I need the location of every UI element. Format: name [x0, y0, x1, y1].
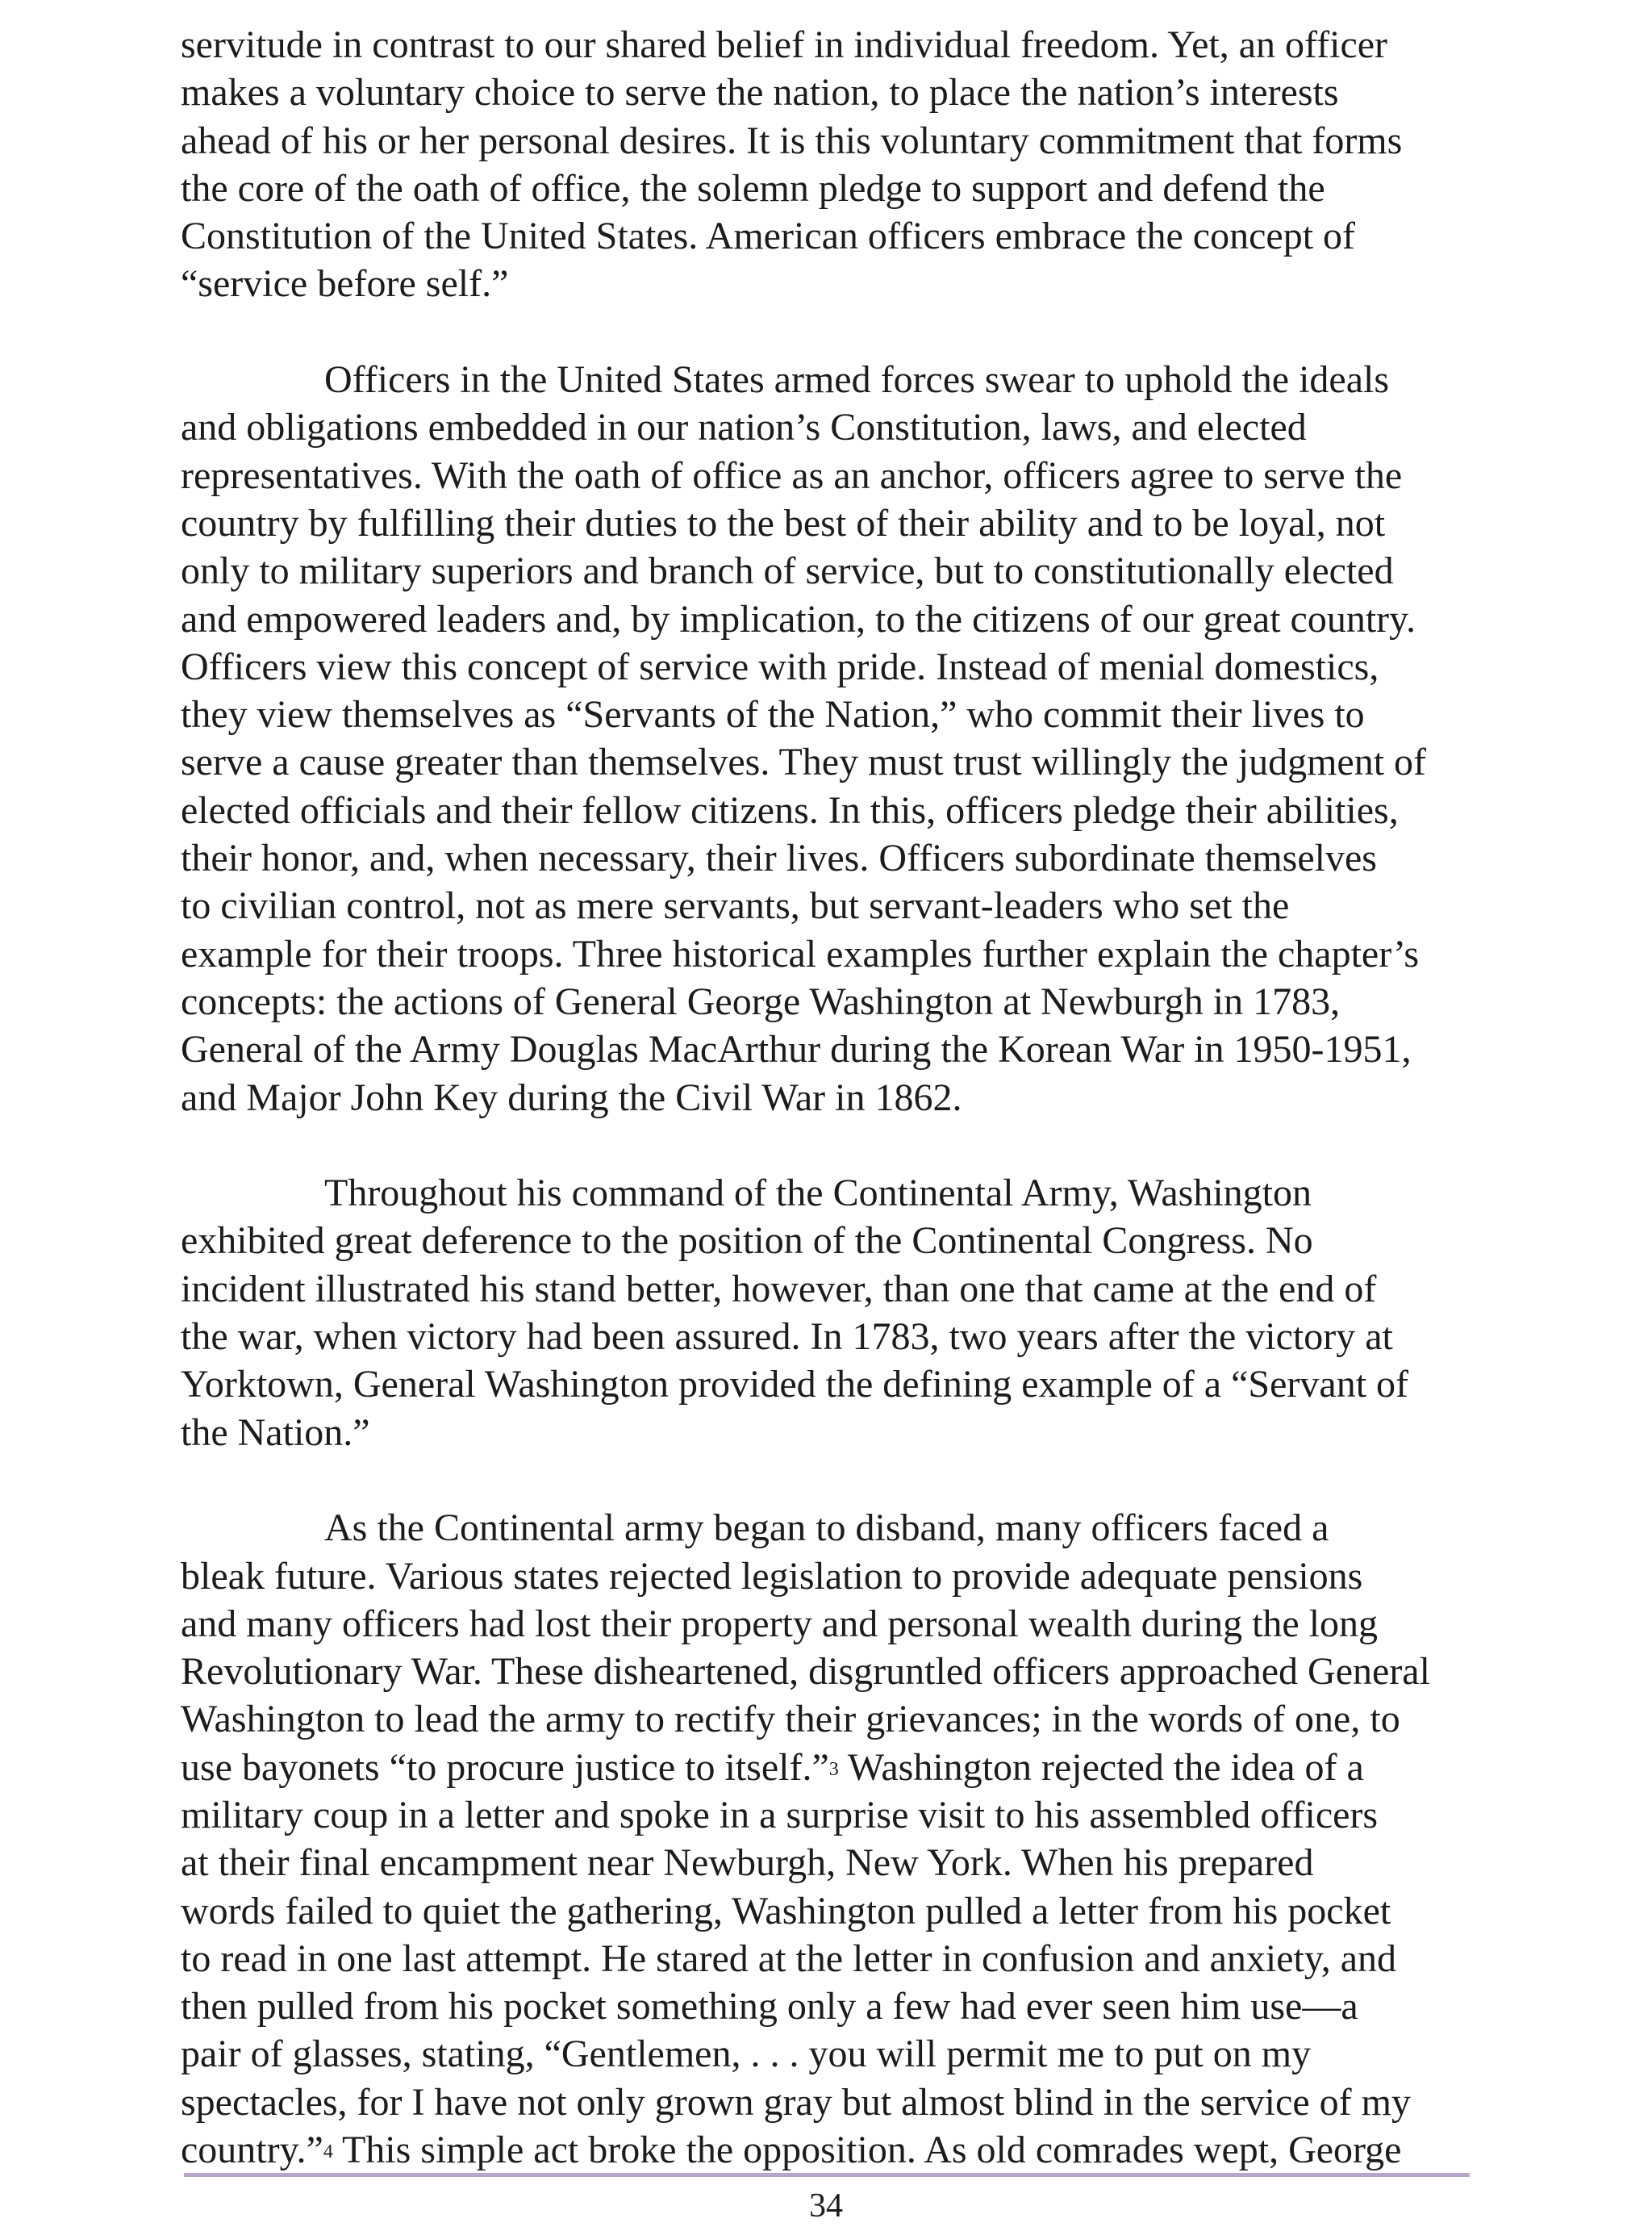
text-line: and Major John Key during the Civil War in 1862.: [181, 1076, 962, 1119]
text-line: [181, 1744, 1504, 1791]
text-line: “service before self.”: [181, 262, 509, 306]
text-line: spectacles, for I have not only grown gray but almost blind in the service of my: [181, 2080, 1411, 2124]
text-line: representatives. With the oath of office as an anchor, officers agree to serve the: [181, 453, 1403, 497]
text-line: makes a voluntary choice to serve the nation, to place the nation’s interests: [181, 71, 1339, 115]
text-line: Constitution of the United States. American officers embrace the concept of: [181, 215, 1356, 258]
text-line: and obligations embedded in our nation’s Constitution, laws, and elected: [181, 406, 1307, 449]
text-line: only to military superiors and branch of service, but to constitutionally elected: [181, 549, 1394, 593]
text-line: bleak future. Various states rejected legislation to provide adequate pensions: [181, 1554, 1363, 1598]
text-line: ahead of his or her personal desires. It is this voluntary commitment that forms: [181, 119, 1403, 162]
text-line: the core of the oath of office, the solemn pledge to support and defend the: [181, 166, 1325, 210]
paragraph: [181, 1504, 1504, 2174]
text-line: Yorktown, General Washington provided the defining example of a “Servant of: [181, 1363, 1409, 1406]
text-line: country by fulfilling their duties to the best of their ability and to be loyal, not: [181, 501, 1386, 545]
text-segment: Washington rejected the idea of a: [838, 1745, 1364, 1789]
text-line: words failed to quiet the gathering, Washington pulled a letter from his pocket: [181, 1889, 1391, 1932]
text-line: Revolutionary War. These disheartened, disgruntled officers approached General: [181, 1650, 1430, 1694]
text-line: the Nation.”: [181, 1410, 370, 1454]
text-segment: This simple act broke the opposition. As old comrades wept, George: [332, 2129, 1402, 2172]
text-line: pair of glasses, stating, “Gentlemen, . . . you will permit me to put on my: [181, 2033, 1312, 2076]
text-line: military coup in a letter and spoke in a surprise visit to his assembled officers: [181, 1793, 1379, 1836]
text-line: serve a cause greater than themselves. They must trust willingly the judgment of: [181, 741, 1427, 784]
text-line: at their final encampment near Newburgh, New York. When his prepared: [181, 1841, 1314, 1885]
text-line: to civilian control, not as mere servants, but servant-leaders who set the: [181, 884, 1290, 928]
text-line: example for their troops. Three historical examples further explain the chapter’s: [181, 932, 1419, 976]
body-text: [181, 21, 1504, 2174]
text-line: exhibited great deference to the position of the Continental Congress. No: [181, 1219, 1313, 1263]
text-line: Throughout his command of the Continental Army, Washington: [324, 1172, 1312, 1215]
text-line: servitude in contrast to our shared belief in individual freedom. Yet, an officer: [181, 23, 1388, 66]
text-line: and empowered leaders and, by implication, to the citizens of our great country.: [181, 597, 1416, 641]
footer-rule: [184, 2173, 1470, 2177]
paragraph: [181, 356, 1504, 1122]
text-line: their honor, and, when necessary, their lives. Officers subordinate themselves: [181, 837, 1377, 880]
page-number: 34: [809, 2187, 843, 2225]
text-segment: use bayonets “to procure justice to itself.”: [181, 1745, 829, 1789]
paragraph: [181, 21, 1504, 308]
text-line: they view themselves as “Servants of the Nation,” who commit their lives to: [181, 693, 1365, 737]
text-line: and many officers had lost their property and personal wealth during the long: [181, 1602, 1379, 1645]
text-segment: country.”: [181, 2129, 323, 2172]
text-line: then pulled from his pocket something only a few had ever seen him use—a: [181, 1985, 1358, 2028]
text-line: Officers view this concept of service with pride. Instead of menial domestics,: [181, 645, 1379, 688]
text-line: Washington to lead the army to rectify their grievances; in the words of one, to: [181, 1698, 1400, 1741]
text-line: the war, when victory had been assured. In 1783, two years after the victory at: [181, 1315, 1393, 1359]
footnote-marker: 4: [323, 2141, 333, 2163]
text-line: incident illustrated his stand better, however, than one that came at the end of: [181, 1267, 1377, 1310]
paragraph: [181, 1169, 1504, 1456]
text-line: General of the Army Douglas MacArthur during the Korean War in 1950-1951,: [181, 1028, 1412, 1072]
text-line: As the Continental army began to disband, many officers faced a: [324, 1506, 1329, 1550]
text-line: [181, 2126, 1504, 2174]
text-line: elected officials and their fellow citizens. In this, officers pledge their abilities,: [181, 788, 1399, 832]
text-line: concepts: the actions of General George Washington at Newburgh in 1783,: [181, 980, 1341, 1023]
text-line: Officers in the United States armed forces swear to uphold the ideals: [324, 358, 1390, 402]
text-line: to read in one last attempt. He stared at the letter in confusion and anxiety, and: [181, 1936, 1397, 1980]
footnote-marker: 3: [828, 1758, 839, 1780]
